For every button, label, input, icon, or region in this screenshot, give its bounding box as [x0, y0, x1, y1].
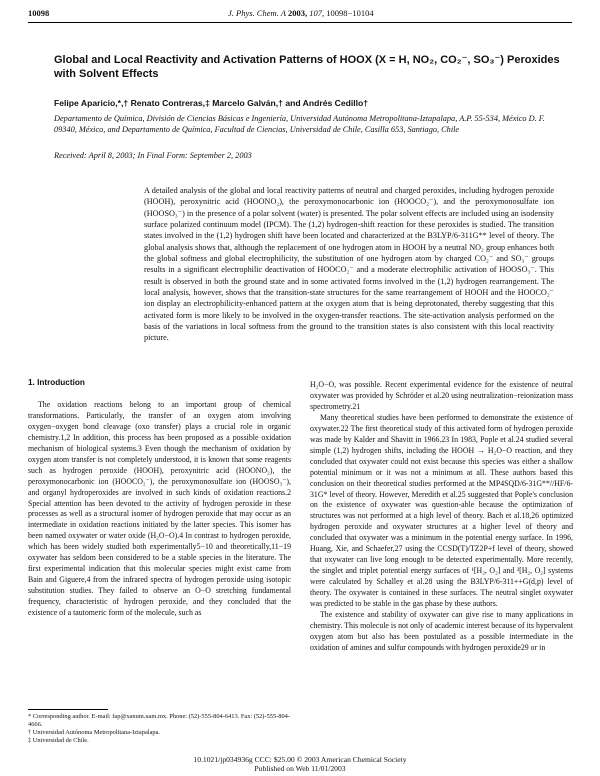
journal-pages: 10098−10104 — [326, 8, 374, 18]
journal-volume: 107, — [309, 8, 325, 18]
journal-citation — [228, 8, 374, 18]
article-title: Global and Local Reactivity and Activation Patterns of HOOX (X = H, NO₂, CO₂⁻, SO₃⁻) Peroxides with Solvent Effects — [54, 54, 560, 80]
body-paragraph: The oxidation reactions belong to an important group of chemical transformations. Particularly, the transfer of an oxygen atom involving oxygen−oxygen bond cleavage (oxo transfer) plays a crucial role in organic chemistry.1,2 In addition, this process has been proposed as a possible oxidation mechanism of biological systems.3 Even though the mechanism of oxidation by oxygen atom transfer is not completely understood, it is known that some reagents such as hydrogen peroxide (HOOH), peroxynitric acid (HOONO₂), the peroxymonocarbonic ion (HOOCO₂⁻), the peroxymonosulfate ion (HOOSO₃⁻), and organyl hydroperoxides are involved in such kinds of oxidation reactions.2 Special attention has been devoted to the activity of hydrogen peroxide in these processes as well as a structural isomer of hydrogen peroxide that may occur as an intermediate in oxidation reactions initiated by the latter species. This isomer has been named oxywater or water oxide (H₂O−O).4 In contrast to hydrogen peroxide, which has been widely studied both experimentally5−10 and theoretically,11−19 oxywater has seldom been considered to be a stable species in the literature. The first experimental indication that this molecular species might exist came from Bain and Giguere,4 from the infrared spectra of hydrogen peroxide using isotopic substitution studies. They failed to observe an O−O stretching fundamental frequency, characteristic of hydrogen peroxide, and they concluded that the existence of a tautomeric form of the molecule, such as — [28, 399, 291, 618]
doi-copyright-line: 10.1021/jp034936g CCC: $25.00 © 2003 American Chemical Society — [193, 755, 407, 764]
right-column — [310, 380, 573, 654]
abstract: A detailed analysis of the global and local reactivity patterns of neutral and charged peroxides, including hydrogen peroxide (HOOH), peroxynitric acid (HOONO₂), the peroxymonocarbonic ion (HOOCO₂⁻), and the peroxymonosulfate ion (HOOSO₃⁻) in the presence of a polar solvent (water) is presented. The polar solvent effects are included using an isodensity surface polarized continuum model (IPCM). The (1,2) hydrogen-shift reaction for these peroxides is studied. The transition states involved in the (1,2) hydrogen shift have been located and characterized at the B3LYP/6-311G** level of theory. The global analysis shows that, although the replacement of one hydrogen atom in HOOH by a neutral NO₂ group enhances both the global softness and global electrophilicity, the substitution of one hydrogen atom by charged CO₂⁻ and SO₃⁻ groups results in a significant electrophilic deactivation of HOOCO₂⁻ and a moderate electrophilic activation of HOOSO₃⁻. This result is observed in both the ground state and in some activated forms involved in the (1,2) hydrogen rearrangement. The local analysis, however, shows that the transition-state structures for the same rearrangement of HOOH and the HOOCO₂⁻ ion display an electrophilicity-enhanced pattern at the oxygen atom that is being deprotonated, thereby suggesting that this activated form is more likely to be involved in the oxygen-transfer reactions. The site-activation analysis performed on the basis of the variations in local softness from the ground to the transition states is also consistent with this local reactivity picture. — [144, 186, 554, 343]
section-heading-introduction: 1. Introduction — [28, 378, 85, 387]
footnote-corresponding-author: * Corresponding author. E-mail: fap@xanum.uam.mx. Phone: (52)-555-804-6413. Fax: (52)-555-804-4666. — [28, 713, 290, 729]
page-footer — [0, 755, 600, 774]
header-rule — [28, 22, 572, 23]
page-number: 10098 — [28, 8, 50, 18]
body-paragraph: The existence and stability of oxywater can give rise to many applications in chemistry. This molecule is not only of academic interest because of its hypervalent oxygen atom but also has been postulated as a possible intermediate in the oxidation of amines and sulfur compounds with hydrogen peroxide29 or in — [310, 610, 573, 652]
journal-year: 2003, — [288, 8, 308, 18]
journal-name: J. Phys. Chem. A — [228, 8, 286, 18]
footnotes — [28, 713, 291, 745]
affiliations: Departamento de Química, División de Ciencias Básicas e Ingeniería, Universidad Autónoma Metropolitana-Iztapalapa, A.P. 55-534, México D. F. 09340, México, and Departamento de Química, Facultad de Ciencias, Universidad de Chile, Casilla 653, Santiago, Chile — [54, 114, 545, 135]
publication-date-line: Published on Web 11/01/2003 — [254, 764, 346, 774]
running-header — [28, 8, 572, 22]
left-column — [28, 378, 291, 619]
footnote-affiliation-1: † Universidad Autónoma Metropolitana-Iztapalapa. — [28, 729, 161, 737]
footnote-rule — [28, 709, 108, 710]
author-list: Felipe Aparicio,*,† Renato Contreras,‡ Marcelo Galván,† and Andrés Cedillo† — [54, 98, 369, 108]
received-dates: Received: April 8, 2003; In Final Form: September 2, 2003 — [54, 151, 252, 160]
footnote-affiliation-2: ‡ Universidad de Chile. — [28, 737, 89, 745]
body-paragraph: H₂O−O, was possible. Recent experimental evidence for the existence of neutral oxywater was provided by Schröder et al.20 using neutralization−reionization mass spectrometry.21 — [310, 380, 573, 411]
body-paragraph: Many theoretical studies have been performed to demonstrate the existence of oxywater.22 The first theoretical study of this activated form of hydrogen peroxide was made by Kalder and Shavitt in 1966.23 In 1983, Pople et al.24 studied several simple (1,2) hydrogen shifts, including the HOOH → H₂O−O reaction, and they concluded that oxywater could not exist because this species was either a shallow potential minimum or it was not a minimum at all. These authors based this conclusion on their theoretical studies performed at the MP4SQD/6-31G**//HF/6-31G* level of theory. However, Meredith et al.25 suggested that Pople's conclusion on the existence of oxywater was question-able because the optimization of structures was not performed at a high level of theory. Bach et al.18,26 optimized hydrogen peroxide and oxywater structures at a higher level of theory and concluded that oxywater was a minimum in the potential energy surface. In 1996, Huang, Xie, and Schaefer,27 using the CCSD(T)/TZ2P+f level of theory, showed that oxywater can live long enough to be detected experimentally. More recently, the singlet and triplet potential energy surfaces of ¹[H₂, O₂] and ³[H₂, O₂] systems were calculated by Schalley et al.28 using the B3LYP/6-311++G(d,p) level of theory. The oxywater is contained in these surfaces. The neutral singlet oxywater was predicted to be stable in the gas phase by these authors. — [310, 412, 573, 609]
